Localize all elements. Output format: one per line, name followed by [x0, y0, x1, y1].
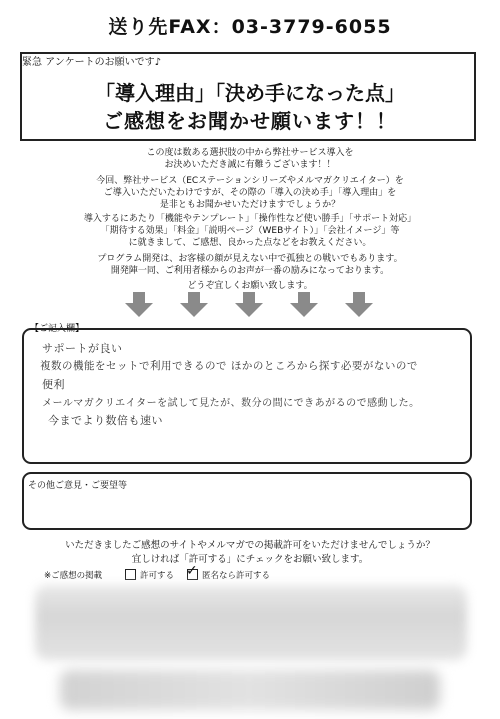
- redacted-area: [35, 585, 467, 660]
- intro-line: 開発陣一同、ご利用者様からのお声が一番の励みになっております。: [110, 266, 390, 276]
- down-arrow-icon: [290, 292, 318, 318]
- down-arrow-icon: [180, 292, 208, 318]
- down-arrow-icon: [345, 292, 373, 318]
- intro-line: 是非ともお聞かせいただけますでしょうか？: [159, 200, 341, 210]
- down-arrows: [125, 292, 375, 318]
- fax-header: 送り先FAX：03-3779-6055: [108, 16, 392, 38]
- intro-line: 「期待する効果」「料金」「説明ページ（WEBサイト）」「会社イメージ」等: [100, 226, 400, 236]
- intro-line: プログラム開発は、お客様の顔が見えない中で孤独との戦いでもあります。: [97, 254, 403, 264]
- entry-label: 【ご記入欄】: [30, 324, 85, 334]
- redacted-area: [60, 670, 440, 710]
- down-arrow-icon: [125, 292, 153, 318]
- allow-option-label: 許可する: [140, 571, 175, 581]
- anonymous-allow-label: 匿名なら許可する: [202, 571, 271, 581]
- permission-question: いただきましたご感想のサイトやメルマガでの掲載許可をいただけませんでしょうか？: [65, 540, 435, 551]
- headline-line-2: ご感想をお聞かせ願います！！: [103, 109, 397, 133]
- handwritten-line: 複数の機能をセットで利用できるので ほかのところから探す必要がないので: [40, 360, 418, 372]
- intro-line: に就きまして、ご感想、良かった点などをお教えください。: [128, 238, 372, 248]
- intro-line: お決めいただき誠に有難うございます！！: [164, 160, 336, 170]
- checkmark-icon: ✓: [186, 563, 198, 579]
- intro-paragraph-2: [20, 175, 480, 211]
- handwritten-line: 便利: [42, 378, 65, 391]
- intro-paragraph-1: [20, 147, 480, 171]
- other-comments-label: その他ご意見・ご要望等: [28, 481, 128, 491]
- handwritten-line: サポートが良い: [42, 342, 123, 355]
- closing-line: どうぞ宜しくお願い致します。: [187, 281, 313, 291]
- handwritten-line: 今までより数倍も速い: [48, 414, 163, 427]
- intro-line: この度は数ある選択肢の中から弊社サービス導入を: [146, 148, 354, 158]
- headline-line-1: 「導入理由」「決め手になった点」: [95, 81, 405, 105]
- intro-paragraph-3: [20, 213, 480, 249]
- intro-line: 今回、弊社サービス（ECステーションシリーズやメルマガクリエイター）を: [96, 176, 404, 186]
- permission-row-label: ※ご感想の掲載: [44, 571, 103, 581]
- intro-line: 導入するにあたり「機能やテンプレート」「操作性など使い勝手」「サポート対応」: [83, 214, 417, 224]
- permission-instruction: 宜しければ「許可する」にチェックをお願い致します。: [131, 554, 369, 565]
- allow-checkbox[interactable]: [125, 569, 136, 580]
- intro-paragraph-4: [20, 253, 480, 277]
- down-arrow-icon: [235, 292, 263, 318]
- intro-line: ご導入いただいたわけですが、その際の「導入の決め手」「導入理由」を: [103, 188, 397, 198]
- urgent-note: 緊急 アンケートのお願いです♪: [22, 57, 161, 68]
- handwritten-line: メールマガクリエイターを試して見たが、数分の間にできあがるので感動した。: [42, 398, 420, 409]
